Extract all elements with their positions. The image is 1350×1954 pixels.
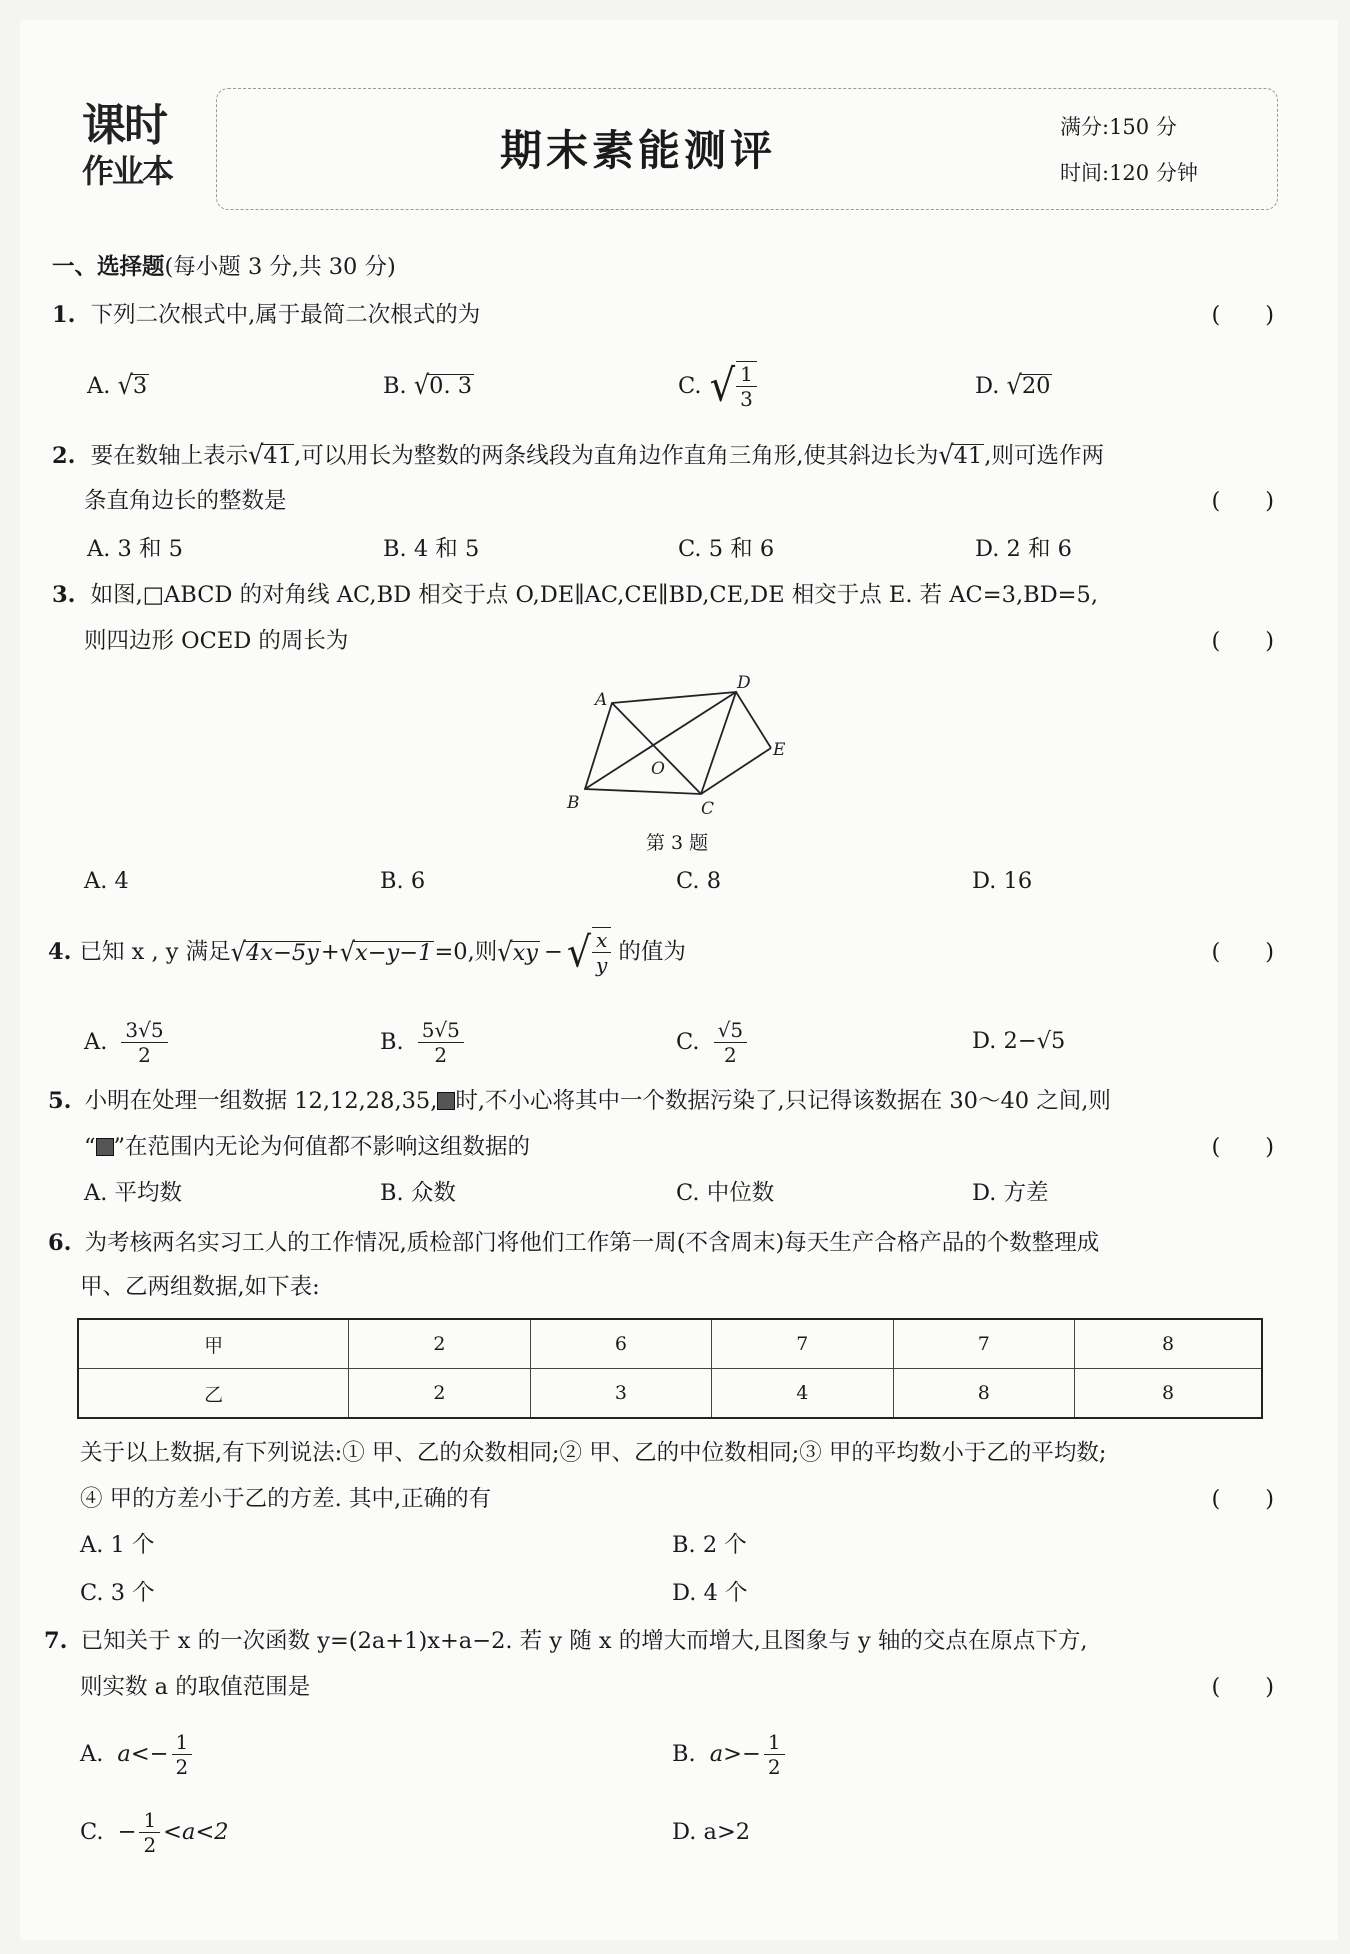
q3-answer-blank[interactable]: ( ) — [1211, 628, 1274, 654]
q1-option-c-fraction — [736, 361, 757, 411]
table-cell: 甲 — [78, 1319, 349, 1369]
q7-option-a-label: A. — [80, 1741, 104, 1767]
q4-radicand-1: 4x−5y — [245, 939, 319, 966]
q1-number: 1. — [52, 302, 76, 328]
q2-text-part3: ,则可选作两 — [984, 443, 1104, 469]
question-5 — [48, 1086, 1274, 1116]
sqrt-symbol: √ — [413, 369, 430, 401]
q2-radicand-41: 41 — [263, 443, 293, 469]
q2-text-part2: ,可以用长为整数的两条线段为直角边作直角三角形,使其斜边长为 — [294, 443, 939, 469]
q6-text-line4: ④ 甲的方差小于乙的方差. 其中,正确的有 — [80, 1486, 492, 1512]
logo — [82, 100, 192, 203]
q2-option-a[interactable]: A. 3 和 5 — [87, 536, 183, 562]
q4-number: 4. — [48, 939, 72, 965]
q3-text-line1: 如图,□ABCD 的对角线 AC,BD 相交于点 O,DE∥AC,CE∥BD,CE,DE 相交于点 E. 若 AC=3,BD=5, — [90, 582, 1098, 608]
q7-option-c-rhs: <a<2 — [163, 1819, 229, 1845]
numerator: 1 — [172, 1730, 193, 1755]
q1-option-d-radicand: 20 — [1021, 373, 1051, 399]
q6-option-c[interactable]: C. 3 个 — [80, 1580, 155, 1606]
q6-text-line2: 甲、乙两组数据,如下表: — [80, 1274, 320, 1300]
q4-option-d[interactable]: D. 2−√5 — [972, 1028, 1066, 1054]
denominator: 2 — [723, 1042, 737, 1067]
q1-text: 下列二次根式中,属于最简二次根式的为 — [90, 302, 481, 328]
table-cell: 7 — [712, 1319, 893, 1369]
q1-option-b-radicand: 0. 3 — [429, 373, 473, 399]
q1-option-d-label: D. — [975, 373, 1000, 399]
q3-figure-caption: 第 3 题 — [646, 832, 709, 854]
q1-option-a-label: A. — [87, 373, 111, 399]
q2-number: 2. — [52, 443, 76, 469]
question-6 — [48, 1228, 1274, 1258]
ink-blot-icon — [96, 1138, 114, 1156]
q7-text-line1: 已知关于 x 的一次函数 y=(2a+1)x+a−2. 若 y 随 x 的增大而增大,且图象与 y 轴的交点在原点下方, — [80, 1628, 1088, 1654]
q1-option-c-numerator: 1 — [736, 362, 757, 387]
q5-number: 5. — [48, 1088, 72, 1114]
q3-option-c[interactable]: C. 8 — [676, 868, 722, 894]
denominator: 2 — [175, 1754, 189, 1779]
q6-data-table — [77, 1318, 1263, 1419]
q5-quote-open: “ — [84, 1134, 96, 1160]
sqrt-symbol: √ — [709, 360, 736, 412]
q4-text-pre: 已知 x , y 满足 — [79, 939, 231, 965]
diagonal-ac — [612, 703, 701, 794]
denominator: 2 — [143, 1832, 157, 1857]
q5-option-b[interactable]: B. 众数 — [380, 1180, 456, 1206]
label-b: B — [567, 793, 580, 813]
q2-option-b[interactable]: B. 4 和 5 — [383, 536, 480, 562]
numerator: √5 — [714, 1018, 747, 1043]
q7-text-line2: 则实数 a 的取值范围是 — [80, 1674, 311, 1700]
q7-answer-blank[interactable]: ( ) — [1211, 1674, 1274, 1700]
q5-option-a[interactable]: A. 平均数 — [84, 1180, 183, 1206]
question-2 — [52, 440, 1274, 470]
question-1 — [52, 300, 1274, 330]
q3-line2 — [84, 626, 1274, 656]
denominator: 2 — [138, 1042, 151, 1067]
q4-option-a-fraction — [121, 1018, 167, 1067]
q3-text-line2: 则四边形 OCED 的周长为 — [84, 628, 349, 654]
numerator: 3√5 — [121, 1018, 167, 1043]
sqrt-symbol: √ — [1006, 369, 1022, 401]
q3-option-a[interactable]: A. 4 — [84, 868, 129, 894]
table-cell: 6 — [530, 1319, 711, 1369]
q7-option-d[interactable]: D. a>2 — [672, 1819, 751, 1845]
q4-fraction-xy — [592, 927, 611, 977]
q1-option-b-label: B. — [383, 373, 407, 399]
logo-bottom-text: 作业本 — [82, 152, 173, 190]
q7-option-b-lhs: a>− — [709, 1741, 761, 1767]
q4-text-post: 的值为 — [618, 939, 686, 965]
section-heading — [52, 252, 396, 282]
q4-option-b[interactable] — [380, 1012, 467, 1072]
q2-option-c[interactable]: C. 5 和 6 — [678, 536, 775, 562]
time-limit: 时间:120 分钟 — [1060, 161, 1198, 185]
label-e: E — [773, 740, 786, 760]
fraction-one-half — [139, 1808, 160, 1857]
q5-answer-blank[interactable]: ( ) — [1211, 1134, 1274, 1160]
table-cell: 4 — [712, 1369, 893, 1419]
denominator: 2 — [767, 1754, 781, 1779]
q6-option-b[interactable]: B. 2 个 — [672, 1532, 747, 1558]
q6-option-d[interactable]: D. 4 个 — [672, 1580, 748, 1606]
q2-text-part1: 要在数轴上表示 — [90, 443, 249, 469]
q1-option-c-denominator: 3 — [740, 387, 753, 411]
q7-option-a[interactable] — [80, 1722, 195, 1786]
table-cell: 8 — [1075, 1369, 1263, 1419]
q4-option-b-fraction — [418, 1018, 464, 1067]
q4-plus: + — [320, 939, 340, 965]
q4-option-c[interactable] — [676, 1012, 750, 1072]
label-c: C — [701, 799, 715, 819]
label-a: A — [595, 690, 608, 710]
q4-radicand-2: x−y−1 — [355, 939, 433, 966]
sqrt-symbol: √ — [497, 936, 513, 968]
q2-text-line2: 条直角边长的整数是 — [84, 488, 287, 514]
page-title: 期末素能测评 — [500, 126, 777, 175]
q7-line2 — [80, 1672, 1274, 1702]
sqrt-symbol: √ — [230, 936, 246, 968]
q4-frac-denominator: y — [596, 953, 608, 977]
q6-text-line1: 为考核两名实习工人的工作情况,质检部门将他们工作第一周(不含周末)每天生产合格产品的个数整理成 — [84, 1230, 1100, 1256]
q4-option-a-label: A. — [84, 1029, 108, 1055]
label-o: O — [651, 759, 665, 779]
table-cell: 2 — [349, 1369, 530, 1419]
logo-top-text: 课时 — [82, 100, 166, 151]
q4-frac-numerator: x — [592, 928, 611, 953]
q4-minus: − — [543, 939, 563, 965]
q7-option-a-lhs: a<− — [117, 1741, 169, 1767]
denominator: 2 — [434, 1042, 448, 1067]
full-score: 满分:150 分 — [1060, 115, 1177, 139]
numerator: 1 — [764, 1730, 785, 1755]
q6-line4 — [80, 1484, 1274, 1514]
fraction-one-half — [172, 1730, 193, 1779]
q2-option-d[interactable]: D. 2 和 6 — [975, 536, 1072, 562]
q4-radicand-3: xy — [512, 939, 538, 966]
q6-text-line3: 关于以上数据,有下列说法:① 甲、乙的众数相同;② 甲、乙的中位数相同;③ 甲的平均数小于乙的平均数; — [80, 1440, 1107, 1466]
q2-radicand-41b: 41 — [953, 443, 983, 469]
sqrt-symbol: √ — [339, 936, 356, 968]
q1-answer-blank[interactable]: ( ) — [1211, 302, 1274, 328]
q7-option-c[interactable] — [80, 1800, 229, 1864]
sqrt-symbol: √ — [117, 369, 133, 401]
q7-number: 7. — [44, 1628, 68, 1654]
table-cell: 3 — [530, 1369, 711, 1419]
q4-option-a[interactable] — [84, 1012, 171, 1072]
table-cell: 8 — [893, 1369, 1074, 1419]
segment-ce — [701, 748, 771, 794]
question-4 — [48, 927, 1274, 977]
q1-option-b[interactable] — [383, 370, 474, 401]
q5-line2 — [84, 1132, 1274, 1162]
q1-option-c-label: C. — [678, 373, 702, 399]
q4-option-b-label: B. — [380, 1029, 404, 1055]
question-7 — [44, 1626, 1274, 1656]
question-3 — [52, 580, 1274, 610]
q5-option-d[interactable]: D. 方差 — [972, 1180, 1049, 1206]
numerator: 5√5 — [418, 1018, 464, 1043]
sqrt-symbol: √ — [566, 927, 592, 977]
q3-option-d[interactable]: D. 16 — [972, 868, 1033, 894]
q7-option-b[interactable] — [672, 1722, 788, 1786]
q6-option-a[interactable]: A. 1 个 — [80, 1532, 155, 1558]
q3-number: 3. — [52, 582, 76, 608]
sqrt-symbol: √ — [938, 439, 954, 471]
ink-blot-icon — [437, 1092, 455, 1110]
q3-option-b[interactable]: B. 6 — [380, 868, 426, 894]
numerator: 1 — [139, 1808, 160, 1833]
q7-option-c-label: C. — [80, 1819, 104, 1845]
fraction-one-half — [764, 1730, 785, 1779]
segment-de — [736, 692, 771, 748]
q5-text-part1: 小明在处理一组数据 12,12,28,35, — [84, 1088, 438, 1114]
table-row — [78, 1369, 1262, 1419]
q4-option-c-fraction — [714, 1018, 747, 1067]
q4-equals: =0,则 — [434, 939, 498, 965]
q7-option-c-minus: − — [117, 1819, 137, 1845]
q3-figure — [555, 668, 805, 828]
section-label: 一、选择题 — [52, 254, 165, 280]
q5-text-line2: ”在范围内无论为何值都不影响这组数据的 — [113, 1134, 531, 1160]
table-cell: 8 — [1075, 1319, 1263, 1369]
table-cell: 乙 — [78, 1369, 349, 1419]
sqrt-symbol: √ — [248, 439, 264, 471]
table-row — [78, 1319, 1262, 1369]
q1-option-d[interactable] — [975, 370, 1052, 401]
table-cell: 7 — [893, 1319, 1074, 1369]
q5-option-c[interactable]: C. 中位数 — [676, 1180, 775, 1206]
q1-option-a[interactable] — [87, 370, 149, 401]
section-note: (每小题 3 分,共 30 分) — [164, 254, 396, 280]
q6-number: 6. — [48, 1230, 72, 1256]
q1-option-a-radicand: 3 — [132, 373, 148, 399]
q5-text-part2: 时,不小心将其中一个数据污染了,只记得该数据在 30～40 之间,则 — [455, 1088, 1111, 1114]
q1-option-c[interactable] — [678, 356, 760, 416]
table-cell: 2 — [349, 1319, 530, 1369]
q6-answer-blank[interactable]: ( ) — [1211, 1486, 1274, 1512]
q4-option-c-label: C. — [676, 1029, 700, 1055]
q2-line2 — [84, 486, 1274, 516]
q2-answer-blank[interactable]: ( ) — [1211, 488, 1274, 514]
q4-answer-blank[interactable]: ( ) — [1211, 939, 1274, 965]
q7-option-b-label: B. — [672, 1741, 696, 1767]
label-d: D — [737, 673, 751, 693]
